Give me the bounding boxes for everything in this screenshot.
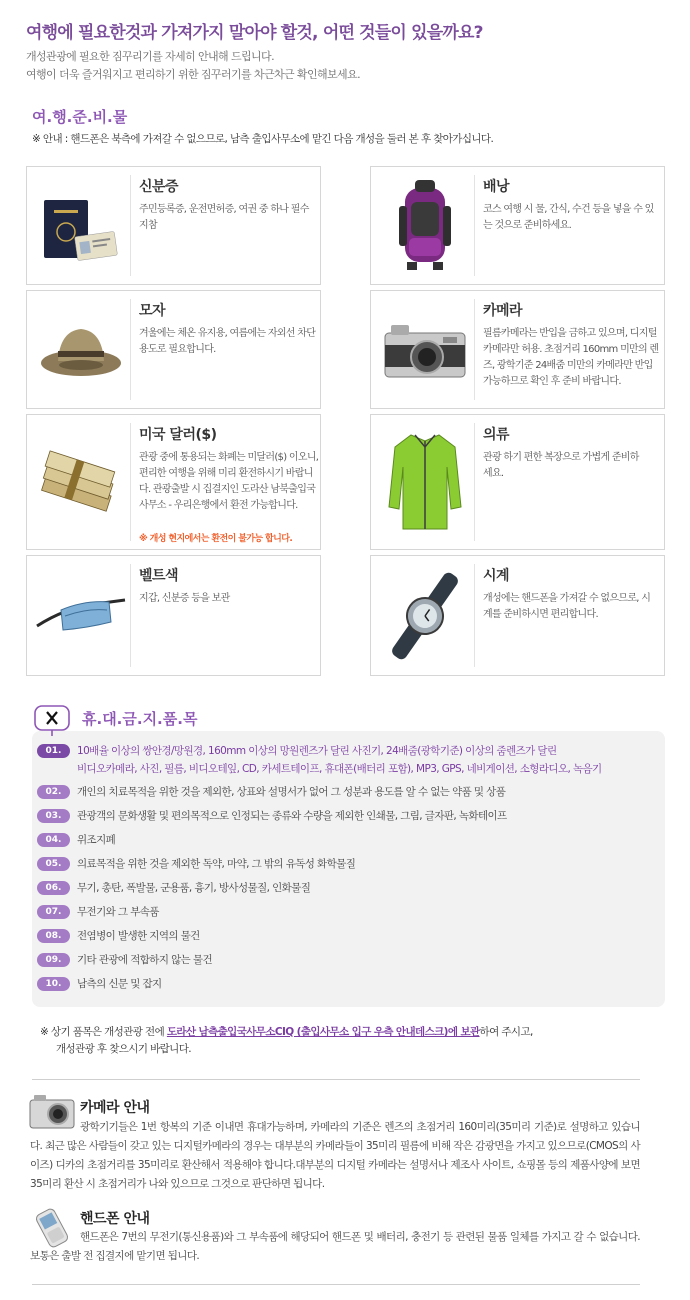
banned-item-text: 개인의 치료목적을 위한 것을 제외한, 상표와 설명서가 없어 그 성분과 용도를 알 수 없는 약품 및 상품 xyxy=(77,786,506,798)
phone-info-text: 핸드폰은 7번의 무전기(통신용품)와 그 부속품에 해당되어 핸드폰 및 배터리, 충전기 등 관련된 물품 일체를 가지고 갈 수 없습니다. 보통은 출발 전 집결지에 맡기면 됩니다. xyxy=(30,1231,640,1262)
prep-item-title: 미국 달러($) xyxy=(139,427,217,443)
hat-icon xyxy=(33,299,129,400)
intro-line-1: 개성관광에 필요한 짐꾸리기를 자세히 안내해 드립니다. xyxy=(26,50,274,63)
prep-item-title: 배낭 xyxy=(483,179,510,195)
prep-section-title: 여.행.준.비.물 xyxy=(32,108,128,126)
footnote-prefix: ※ 상기 품목은 개성관광 전에 xyxy=(40,1026,167,1038)
banned-item-text: 전염병이 발생한 지역의 물건 xyxy=(77,930,200,942)
intro-line-2: 여행이 더욱 즐거워지고 편리하기 위한 짐꾸러기를 차근차근 확인해보세요. xyxy=(26,68,360,81)
banned-item-number: 07. xyxy=(37,905,70,919)
banned-item-text: 10배율 이상의 쌍안경/망원경, 160mm 이상의 망원렌즈가 달린 사진기, 24배줌(광학기준) 이상의 줌렌즈가 달린 xyxy=(77,745,557,757)
camera-info-text: 광학기기들은 1번 항복의 기준 이내면 휴대가능하며, 카메라의 기준은 렌즈의 초점거리 160미리(35미리 기준)로 설명하고 있습니다. 최근 많은 사람들이 갖고 있는 디지털카메라의 경우는 대부분의 카메라들이 35미리 필름에 비해 작은 감광면을 가지고 있으므로(CMOS의 사이즈) 디카의 초점거리를 35미리로 환산해서 적용해야 합니다.대부분의 디지털 카메라는 설명서나 제조사 사이트, 쇼핑몰 등의 제품사양에 보면 35미리 환산 시 초점거리가 나와 있으므로 그것으로 판단하면 됩니다. xyxy=(30,1121,640,1190)
prep-card-beltbag xyxy=(26,555,321,676)
camera-icon xyxy=(377,299,473,400)
prep-card-watch xyxy=(370,555,665,676)
prep-item-title: 모자 xyxy=(139,303,166,319)
banned-item-text: 무기, 총탄, 폭발물, 군용품, 흉기, 방사성물질, 인화물질 xyxy=(77,882,311,894)
prep-note: ※ 안내 : 핸드폰은 북측에 가져갈 수 없으므로, 남측 출입사무소에 맡긴 다음 개성을 둘러 본 후 찾아가십니다. xyxy=(32,133,494,145)
storage-location-highlight: 도라산 남측출입국사무소CIQ (출입사무소 입구 우측 안내데스크)에 보관 xyxy=(166,1026,480,1038)
banned-item-number: 03. xyxy=(37,809,70,823)
banned-item-number: 05. xyxy=(37,857,70,871)
prep-item-desc: 필름카메라는 반입을 금하고 있으며, 디지털 카메라만 허용. 초점거리 160mm 미만의 렌즈, 광학기준 24배줌 미만의 카메라만 반입 가능하므로 확인 후 준비 바랍니다. xyxy=(483,328,659,387)
banned-item-number: 01. xyxy=(37,744,70,758)
beltbag-icon xyxy=(33,564,129,667)
footnote-line2: 개성관광 후 찾으시기 바랍니다. xyxy=(56,1043,192,1055)
banned-item-text: 의료목적을 위한 것을 제외한 독약, 마약, 그 밖의 유독성 화학물질 xyxy=(77,858,356,870)
passport-icon xyxy=(33,175,129,276)
prep-item-desc: 개성에는 핸드폰을 가져갈 수 없으므로, 시계를 준비하시면 편리합니다. xyxy=(483,593,651,620)
prep-card-hat xyxy=(26,290,321,409)
prep-card-clothing xyxy=(370,414,665,550)
phone-info-title: 핸드폰 안내 xyxy=(80,1211,150,1227)
prep-card-camera xyxy=(370,290,665,409)
prep-item-title: 의류 xyxy=(483,427,510,443)
divider xyxy=(32,1079,640,1080)
banned-item-number: 02. xyxy=(37,785,70,799)
camera-info-title: 카메라 안내 xyxy=(80,1100,150,1116)
prep-card-dollar xyxy=(26,414,321,550)
dollar-icon xyxy=(33,423,129,541)
divider xyxy=(32,1284,640,1285)
banned-item-text: 남측의 신문 및 잡지 xyxy=(77,978,162,990)
banned-item-number: 06. xyxy=(37,881,70,895)
prep-item-title: 벨트색 xyxy=(139,568,179,584)
banned-item-text-cont: 비디오카메라, 사진, 필름, 비디오테잎, CD, 카세트테이프, 휴대폰(배터리 포함), MP3, GPS, 네비게이션, 소형라디오, 녹음기 xyxy=(77,763,602,775)
prep-item-desc: 주민등록증, 운전면허증, 여권 중 하나 필수 지참 xyxy=(139,204,309,231)
banned-item-text: 기타 관광에 적합하지 않는 물건 xyxy=(77,954,213,966)
page-title: 여행에 필요한것과 가져가지 말아야 할것, 어떤 것들이 있을까요? xyxy=(26,23,483,43)
prohibited-sign-icon xyxy=(34,705,74,737)
prep-item-desc: 코스 여행 시 물, 간식, 수건 등을 넣을 수 있는 것으로 준비하세요. xyxy=(483,204,654,231)
banned-section-title: 휴.대.금.지.품.목 xyxy=(82,710,198,728)
banned-item-number: 08. xyxy=(37,929,70,943)
banned-item-text: 위조지폐 xyxy=(77,834,116,846)
prep-item-desc: 겨울에는 체온 유지용, 여름에는 자외선 차단 용도로 필요합니다. xyxy=(139,328,316,355)
banned-item-text: 무전기와 그 부속품 xyxy=(77,906,159,918)
prep-item-desc: 관광 중에 통용되는 화폐는 미달러($) 이오니, 편리한 여행을 위해 미리 환전하시기 바랍니다. 관광출발 시 집결지인 도라산 남북출입국 사무소 - 우리은행에서 환전 가능합니다. xyxy=(139,452,319,511)
prep-card-backpack xyxy=(370,166,665,285)
watch-icon xyxy=(377,564,473,667)
prep-item-desc: 관광 하기 편한 복장으로 가볍게 준비하세요. xyxy=(483,452,639,479)
banned-footnote xyxy=(40,1024,533,1058)
footnote-suffix: 하여 주시고, xyxy=(479,1026,533,1038)
banned-item-text: 관광객의 문화생활 및 편의목적으로 인정되는 종류와 수량을 제외한 인쇄물, 그림, 글자판, 녹화테이프 xyxy=(77,810,507,822)
banned-item-number: 10. xyxy=(37,977,70,991)
prep-item-title: 카메라 xyxy=(483,303,523,319)
exchange-warning: ※ 개성 현지에서는 환전이 불가능 합니다. xyxy=(139,534,293,544)
jacket-icon xyxy=(377,423,473,541)
prep-item-title: 신분증 xyxy=(139,179,179,195)
backpack-icon xyxy=(377,175,473,276)
banned-item-number: 09. xyxy=(37,953,70,967)
prep-card-id xyxy=(26,166,321,285)
prep-item-desc: 지갑, 신분증 등을 보관 xyxy=(139,593,230,604)
prep-item-title: 시계 xyxy=(483,568,510,584)
banned-item-number: 04. xyxy=(37,833,70,847)
